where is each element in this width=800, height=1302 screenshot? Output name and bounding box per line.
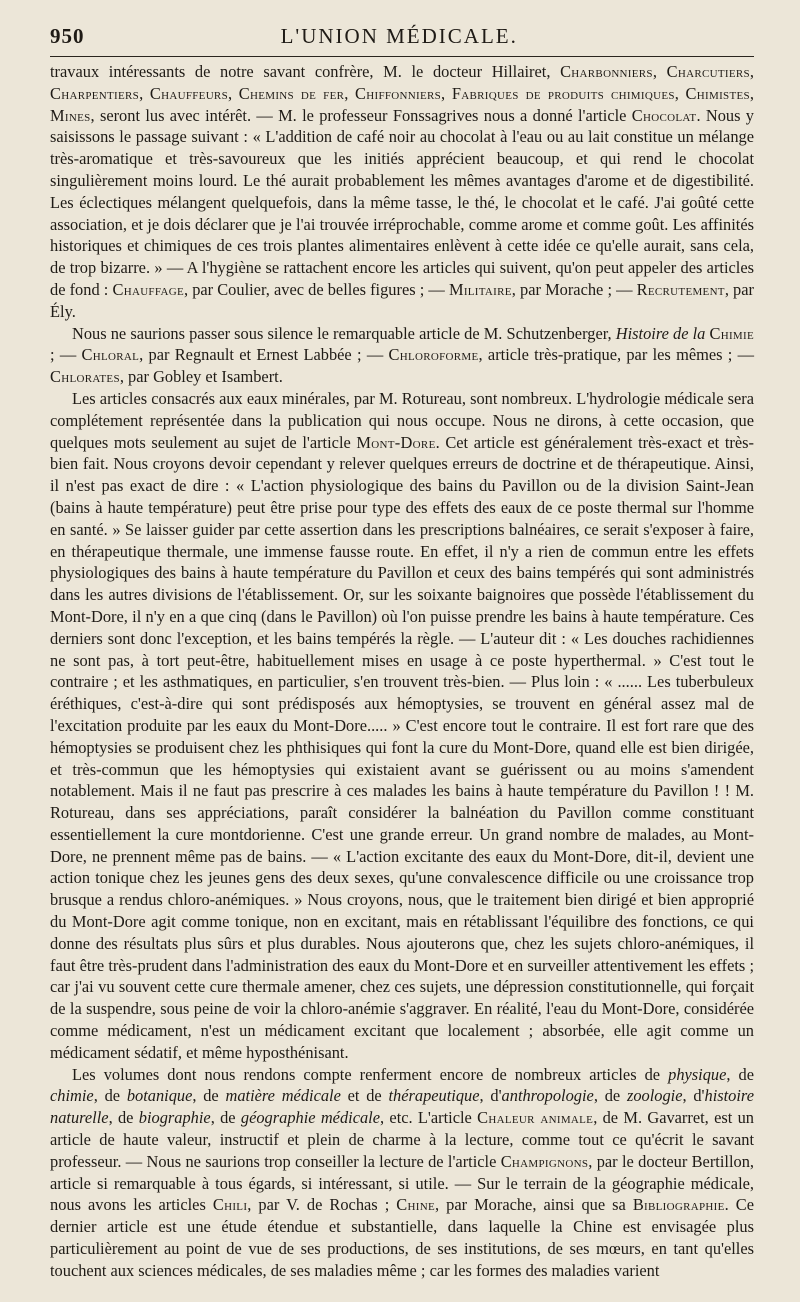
text-run: , xyxy=(139,83,150,103)
small-caps-term: Chaleur animale xyxy=(477,1108,594,1128)
text-run: ; — xyxy=(50,345,82,365)
page-number: 950 xyxy=(50,24,85,48)
text-run: , xyxy=(674,83,686,103)
italic-term: botanique xyxy=(126,1086,193,1106)
small-caps-term: Chimistes xyxy=(685,83,750,103)
text-run: , etc. L'article xyxy=(380,1108,478,1128)
text-run: , par Gobley et Isambert. xyxy=(119,367,283,387)
text-run: , par Morache ; — xyxy=(511,279,637,299)
text-run: , xyxy=(749,83,755,103)
text-run: Les volumes dont nous rendons compte renferment encore de nombreux articles de xyxy=(72,1064,669,1084)
paragraph xyxy=(50,388,754,1064)
running-header xyxy=(50,24,754,54)
article-body xyxy=(50,61,754,1282)
small-caps-term: Charpentiers xyxy=(50,83,140,103)
text-run: . Ce dernier article est une étude étendue et substantielle, dans laquelle la Chine est envisagée plus particulièrement au point de vue de ses productions, de ses institutions, de ses mœurs, en tant qu'elles touchent aux sciences médicales, de ses maladies même ; car les formes des maladies varient xyxy=(50,1195,754,1280)
small-caps-term: Recrutement xyxy=(636,279,725,299)
small-caps-term: Chemins de fer xyxy=(238,83,345,103)
italic-term: Histoire de la xyxy=(615,323,710,343)
text-run: Nous ne saurions passer sous silence le remarquable article de M. Schutzenberger, xyxy=(72,323,616,343)
italic-term: anthropologie xyxy=(501,1086,594,1106)
small-caps-term: Charcutiers xyxy=(666,62,750,81)
small-caps-term: Chimie xyxy=(709,323,754,343)
small-caps-term: Chauffage xyxy=(112,279,184,299)
small-caps-term: Chlorates xyxy=(50,367,120,387)
text-run: . Nous y saisissons le passage suivant : « L'addition de café noir au chocolat à l'eau ou au lait constitue un mélange très-aromatique et très-savoureux que les initiés apprécient beaucoup, et qui rend le chocolat singulièrement moins lourd. Le thé aurait probablement les mêmes avantages d'arome et de digestibilité. Les éclectiques mélangent quelquefois, dans la même tasse, le thé, le chocolat et le café. J'ai goûté cette association, et je dois déclarer que je l'ai trouvée irréprochable, comme arome et comme goût. Les affinités historiques et chimiques de ces trois plantes alimentaires enlèvent à cette idée ce qu'elle aurait, sans cela, de trop bizarre. » — A l'hygiène se rattachent encore les articles qui suivent, qu'on peut appeler des articles de fond : xyxy=(50,105,754,299)
paragraph xyxy=(50,1064,754,1282)
small-caps-term: Chocolat xyxy=(631,105,697,125)
small-caps-term: Militaire xyxy=(448,279,512,299)
text-run: , de xyxy=(93,1086,127,1106)
small-caps-term: Chloral xyxy=(81,345,140,365)
text-run: , par le docteur Bertillon, article si remarquable à tous égards, si intéressant, si utile. — Sur le terrain de la géographie médicale, nous avons les articles xyxy=(50,1151,754,1215)
small-caps-term: Bibliographie xyxy=(632,1195,725,1215)
text-run: , de xyxy=(593,1086,627,1106)
text-run: , de xyxy=(210,1108,241,1128)
italic-term: zoologie xyxy=(626,1086,683,1106)
small-caps-term: Chine xyxy=(396,1195,435,1215)
text-run: travaux intéressants de notre savant confrère, M. le docteur Hillairet, xyxy=(50,62,561,81)
text-run: , de xyxy=(108,1108,139,1128)
text-run: , par V. de Rochas ; xyxy=(247,1195,397,1215)
text-run: . Cet article est généralement très-exact et très-bien fait. Nous croyons devoir cependant y relever quelques erreurs de doctrine et de thérapeutique. Ainsi, il n'est pas exact de dire : « L'action physiologique des bains du Pavillon ou de la division Saint-Jean (bains à haute température) peut être prise pour type des effets des eaux de ce poste thermal sur l'homme en santé. » Se laisser guider par cette assertion dans les prescriptions balnéaires, ce serait s'exposer à faire, en thérapeutique thermale, une immense fausse route. En effet, il n'y a rien de commun entre les effets physiologiques des bains à haute température du Pavillon et ceux des bains tempérés qui sont administrés dans les autres divisions de l'établissement. Or, sur les soixante baignoires que possède l'établissement du Mont-Dore, il n'y en a que cinq (dans le Pavillon) où l'on puisse prendre les bains à haute température. Ces derniers sont donc l'exception, et les bains tempérés la règle. — L'auteur dit : « Les douches rachidiennes ne sont pas, à tort peut-être, habituellement mises en usage à ce poste hyperthermal. » C'est tout le contraire ; et les asthmatiques, en particulier, s'en trouvent très-bien. — Plus loin : « ...... Les tuberbuleux éréthiques, c'est-à-dire qui sont prédisposés aux hémoptysies, se trouvent en général assez mal de l'excitation produite par les eaux du Mont-Dore..... » C'est encore tout le contraire. Il est fort rare que des hémoptysies se produisent chez les phthisiques qui font la cure du Mont-Dore, quand elle est bien dirigée, et très-commun que les hémoptysies qui existaient avant se guérissent ou au moins s'amendent notablement. Mais il ne faut pas prescrire à ces malades les bains à haute température du Pavillon ! ! M. Rotureau, dans ses appréciations, paraît considérer la balnéation du Pavillon comme constituant essentiellement la cure montdorienne. C'est une grande erreur. Un grand nombre de malades, au Mont-Dore, ne prennent même pas de bains. — « L'action excitante des eaux du Mont-Dore, dit-il, devient une action tonique chez les jeunes gens des deux sexes, qu'une convalescence difficile ou une croissance trop brusque a rendus chloro-anémiques. » Nous croyons, nous, que le traitement bien dirigé et bien approprié du Mont-Dore agit comme tonique, non en excitant, mais en rétablissant l'équilibre des fonctions, ce qui donne des résultats plus sûrs et plus durables. Nous ajouterons que, chez les sujets chloro-anémiques, il faut être très-prudent dans l'administration des eaux du Mont-Dore et en surveiller attentivement les effets ; car j'ai vu souvent cette cure thermale amener, chez ces sujets, une dépression constitutionnelle, qui forçait de la suspendre, sous peine de voir la chloro-anémie s'aggraver. En réalité, l'eau du Mont-Dore, considérée comme médicament, n'est un médicament excitant que localement ; absorbée, elle agit comme un médicament sédatif, et même hyposthénisant. xyxy=(50,432,754,1062)
text-run: , xyxy=(228,83,239,103)
small-caps-term: Charbonniers xyxy=(560,62,653,81)
italic-term: géographie médicale xyxy=(240,1108,381,1128)
text-run: , par Morache, ainsi que sa xyxy=(435,1195,633,1215)
text-run: , xyxy=(749,62,754,81)
text-run: , de M. Gavarret, est un article de haute valeur, instructif et plein de charme à la lecture, comme tout ce qu'écrit le savant professeur. — Nous ne saurions trop conseiller la lecture de l'article xyxy=(50,1108,754,1171)
small-caps-term: Chiffonniers xyxy=(355,83,442,103)
small-caps-term: Fabriques de produits chimiques xyxy=(451,83,675,103)
italic-term: physique xyxy=(668,1064,727,1084)
text-run: , par Coulier, avec de belles figures ; — xyxy=(183,279,449,299)
journal-title: L'UNION MÉDICALE. xyxy=(280,24,518,48)
text-run: , xyxy=(441,83,452,103)
text-run: Les articles consacrés aux eaux minérales, par M. Rotureau, sont nombreux. L'hydrologie médicale sera complétement représentée dans la publication qui nous occupe. Nous ne dirons, à cette occasion, que quelques mots seulement au sujet de l'article xyxy=(50,388,754,452)
small-caps-term: Champignons xyxy=(500,1151,589,1171)
small-caps-term: Mont-Dore xyxy=(356,432,436,452)
header-rule xyxy=(50,56,754,57)
small-caps-term: Chili xyxy=(212,1195,248,1215)
italic-term: chimie xyxy=(50,1086,94,1106)
italic-term: biographie xyxy=(138,1108,211,1128)
text-run: , seront lus avec intérêt. — M. le professeur Fonssagrives nous a donné l'article xyxy=(90,105,632,125)
text-run: , xyxy=(344,83,355,103)
text-run: , de xyxy=(726,1064,754,1084)
paragraph xyxy=(50,323,754,388)
text-run: , article très-pratique, par les mêmes ; — xyxy=(478,345,755,365)
italic-term: matière médicale xyxy=(225,1086,341,1106)
small-caps-term: Chloroforme xyxy=(388,345,479,365)
text-run: et de xyxy=(340,1086,389,1106)
italic-term: histoire naturelle xyxy=(50,1086,754,1128)
italic-term: thérapeutique xyxy=(388,1086,480,1106)
small-caps-term: Mines xyxy=(50,105,91,125)
text-run: , de xyxy=(192,1086,226,1106)
small-caps-term: Chauffeurs xyxy=(149,83,228,103)
text-run: , d' xyxy=(479,1086,502,1106)
text-run: , xyxy=(652,62,667,81)
text-run: , par Regnault et Ernest Labbée ; — xyxy=(139,345,389,365)
paragraph xyxy=(50,61,754,323)
text-run: , d' xyxy=(682,1086,705,1106)
text-run: , par Ély. xyxy=(50,279,754,321)
